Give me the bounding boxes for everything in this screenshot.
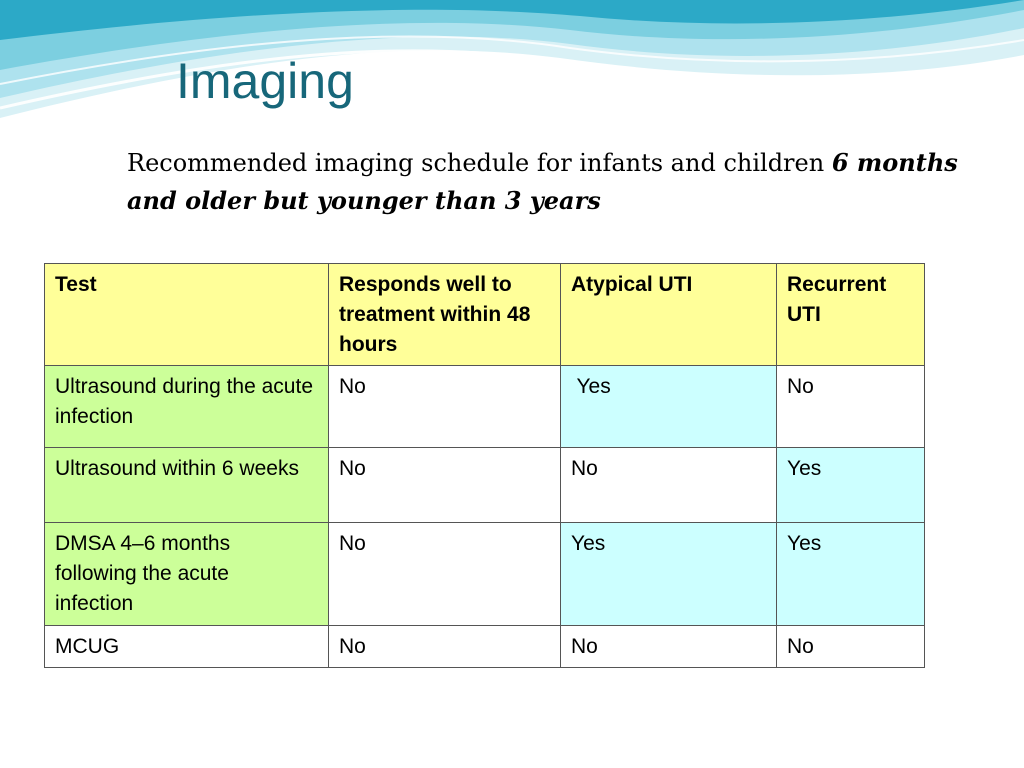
subtitle-plain-text: Recommended imaging schedule for infants and children <box>127 149 825 177</box>
responds-cell: No <box>329 626 561 668</box>
table-row <box>45 523 925 626</box>
responds-cell: No <box>329 523 561 626</box>
recurrent-cell: Yes <box>777 523 925 626</box>
recurrent-cell: No <box>777 366 925 448</box>
header-cell-atypical: Atypical UTI <box>561 264 777 366</box>
header-cell-test: Test <box>45 264 329 366</box>
imaging-schedule-table <box>44 263 925 668</box>
table-row <box>45 626 925 668</box>
table-row <box>45 366 925 448</box>
slide-subtitle <box>127 144 1007 220</box>
atypical-cell: Yes <box>561 523 777 626</box>
slide-title: Imaging <box>176 53 354 109</box>
test-cell: Ultrasound within 6 weeks <box>45 448 329 523</box>
subtitle-emphasis-text: 6 months and older but younger than 3 years <box>127 148 958 215</box>
responds-cell: No <box>329 448 561 523</box>
test-cell: Ultrasound during the acute infection <box>45 366 329 448</box>
test-cell: MCUG <box>45 626 329 668</box>
table-row <box>45 448 925 523</box>
recurrent-cell: No <box>777 626 925 668</box>
header-cell-recurrent: Recurrent UTI <box>777 264 925 366</box>
header-wave-decoration <box>0 0 1024 130</box>
responds-cell: No <box>329 366 561 448</box>
recurrent-cell: Yes <box>777 448 925 523</box>
table-header-row <box>45 264 925 366</box>
atypical-cell: No <box>561 626 777 668</box>
header-cell-responds: Responds well to treatment within 48 hours <box>329 264 561 366</box>
atypical-cell: Yes <box>561 366 777 448</box>
atypical-cell: No <box>561 448 777 523</box>
test-cell: DMSA 4–6 months following the acute infection <box>45 523 329 626</box>
